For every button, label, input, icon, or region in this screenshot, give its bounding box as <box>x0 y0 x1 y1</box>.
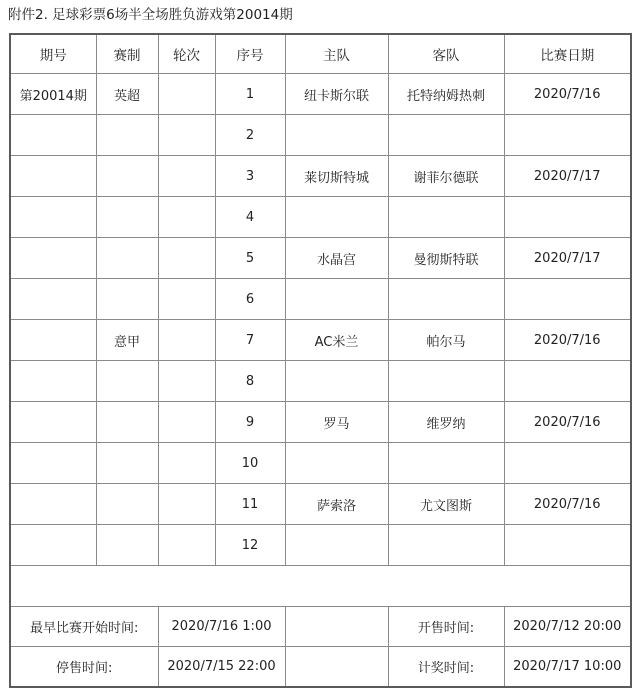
seq-cell: 9 <box>215 402 285 443</box>
round-cell <box>158 525 215 566</box>
away-team-cell <box>388 115 504 156</box>
table-row <box>10 402 631 443</box>
period-cell <box>10 197 96 238</box>
home-team-cell: 纽卡斯尔联 <box>285 74 388 115</box>
round-cell <box>158 361 215 402</box>
home-team-cell <box>285 115 388 156</box>
away-team-cell <box>388 525 504 566</box>
competition-cell <box>96 361 158 402</box>
away-team-cell <box>388 279 504 320</box>
table-row <box>10 115 631 156</box>
seq-cell: 8 <box>215 361 285 402</box>
table-row <box>10 361 631 402</box>
seq-cell: 11 <box>215 484 285 525</box>
round-cell <box>158 74 215 115</box>
competition-cell <box>96 484 158 525</box>
table-row <box>10 238 631 279</box>
home-team-cell: 萨索洛 <box>285 484 388 525</box>
round-cell <box>158 402 215 443</box>
match-date-cell <box>504 279 631 320</box>
header-away: 客队 <box>388 34 504 74</box>
match-date-cell <box>504 443 631 484</box>
header-home: 主队 <box>285 34 388 74</box>
competition-cell <box>96 115 158 156</box>
home-team-cell <box>285 361 388 402</box>
match-date-cell: 2020/7/17 <box>504 156 631 197</box>
prize-calc-label: 计奖时间: <box>388 647 504 688</box>
competition-cell <box>96 156 158 197</box>
away-team-cell <box>388 197 504 238</box>
home-team-cell: 罗马 <box>285 402 388 443</box>
header-seq: 序号 <box>215 34 285 74</box>
match-date-cell: 2020/7/16 <box>504 74 631 115</box>
header-competition: 赛制 <box>96 34 158 74</box>
round-cell <box>158 320 215 361</box>
period-cell <box>10 484 96 525</box>
page-title: 附件2. 足球彩票6场半全场胜负游戏第20014期 <box>8 7 293 23</box>
seq-cell: 12 <box>215 525 285 566</box>
away-team-cell: 帕尔马 <box>388 320 504 361</box>
period-cell <box>10 361 96 402</box>
earliest-start-label: 最早比赛开始时间: <box>10 607 158 647</box>
spacer-cell <box>10 566 631 607</box>
match-date-cell <box>504 361 631 402</box>
period-cell <box>10 279 96 320</box>
home-team-cell: 莱切斯特城 <box>285 156 388 197</box>
seq-cell: 4 <box>215 197 285 238</box>
sale-open-label: 开售时间: <box>388 607 504 647</box>
home-team-cell: AC米兰 <box>285 320 388 361</box>
match-schedule-table <box>9 33 632 688</box>
round-cell <box>158 484 215 525</box>
round-cell <box>158 115 215 156</box>
seq-cell: 10 <box>215 443 285 484</box>
period-cell <box>10 115 96 156</box>
away-team-cell <box>388 361 504 402</box>
seq-cell: 5 <box>215 238 285 279</box>
header-date: 比赛日期 <box>504 34 631 74</box>
match-date-cell: 2020/7/16 <box>504 320 631 361</box>
table-row <box>10 279 631 320</box>
sale-stop-value: 2020/7/15 22:00 <box>158 647 285 688</box>
away-team-cell: 维罗纳 <box>388 402 504 443</box>
footer-empty-cell <box>285 607 388 647</box>
away-team-cell: 谢菲尔德联 <box>388 156 504 197</box>
match-date-cell: 2020/7/17 <box>504 238 631 279</box>
round-cell <box>158 279 215 320</box>
period-cell <box>10 238 96 279</box>
seq-cell: 3 <box>215 156 285 197</box>
table-row <box>10 156 631 197</box>
competition-cell: 意甲 <box>96 320 158 361</box>
sale-open-value: 2020/7/12 20:00 <box>504 607 631 647</box>
sale-stop-label: 停售时间: <box>10 647 158 688</box>
round-cell <box>158 197 215 238</box>
period-cell <box>10 320 96 361</box>
period-cell <box>10 156 96 197</box>
round-cell <box>158 238 215 279</box>
seq-cell: 7 <box>215 320 285 361</box>
away-team-cell: 托特纳姆热刺 <box>388 74 504 115</box>
table-row <box>10 74 631 115</box>
seq-cell: 2 <box>215 115 285 156</box>
competition-cell <box>96 279 158 320</box>
spacer-row <box>10 566 631 607</box>
table-row <box>10 443 631 484</box>
header-round: 轮次 <box>158 34 215 74</box>
match-date-cell: 2020/7/16 <box>504 484 631 525</box>
period-cell <box>10 402 96 443</box>
home-team-cell <box>285 279 388 320</box>
competition-cell <box>96 197 158 238</box>
footer-empty-cell <box>285 647 388 688</box>
prize-calc-value: 2020/7/17 10:00 <box>504 647 631 688</box>
home-team-cell <box>285 197 388 238</box>
table-row <box>10 197 631 238</box>
competition-cell <box>96 525 158 566</box>
table-row <box>10 320 631 361</box>
away-team-cell: 曼彻斯特联 <box>388 238 504 279</box>
competition-cell <box>96 402 158 443</box>
away-team-cell: 尤文图斯 <box>388 484 504 525</box>
match-date-cell <box>504 115 631 156</box>
competition-cell: 英超 <box>96 74 158 115</box>
round-cell <box>158 156 215 197</box>
earliest-start-value: 2020/7/16 1:00 <box>158 607 285 647</box>
match-date-cell: 2020/7/16 <box>504 402 631 443</box>
period-cell: 第20014期 <box>10 74 96 115</box>
competition-cell <box>96 443 158 484</box>
round-cell <box>158 443 215 484</box>
seq-cell: 6 <box>215 279 285 320</box>
home-team-cell <box>285 443 388 484</box>
footer-row-earliest-start <box>10 607 631 647</box>
home-team-cell: 水晶宫 <box>285 238 388 279</box>
competition-cell <box>96 238 158 279</box>
period-cell <box>10 443 96 484</box>
match-date-cell <box>504 197 631 238</box>
header-row <box>10 34 631 74</box>
away-team-cell <box>388 443 504 484</box>
header-period: 期号 <box>10 34 96 74</box>
table-row <box>10 525 631 566</box>
home-team-cell <box>285 525 388 566</box>
footer-row-sale-stop <box>10 647 631 688</box>
period-cell <box>10 525 96 566</box>
match-date-cell <box>504 525 631 566</box>
seq-cell: 1 <box>215 74 285 115</box>
table-row <box>10 484 631 525</box>
